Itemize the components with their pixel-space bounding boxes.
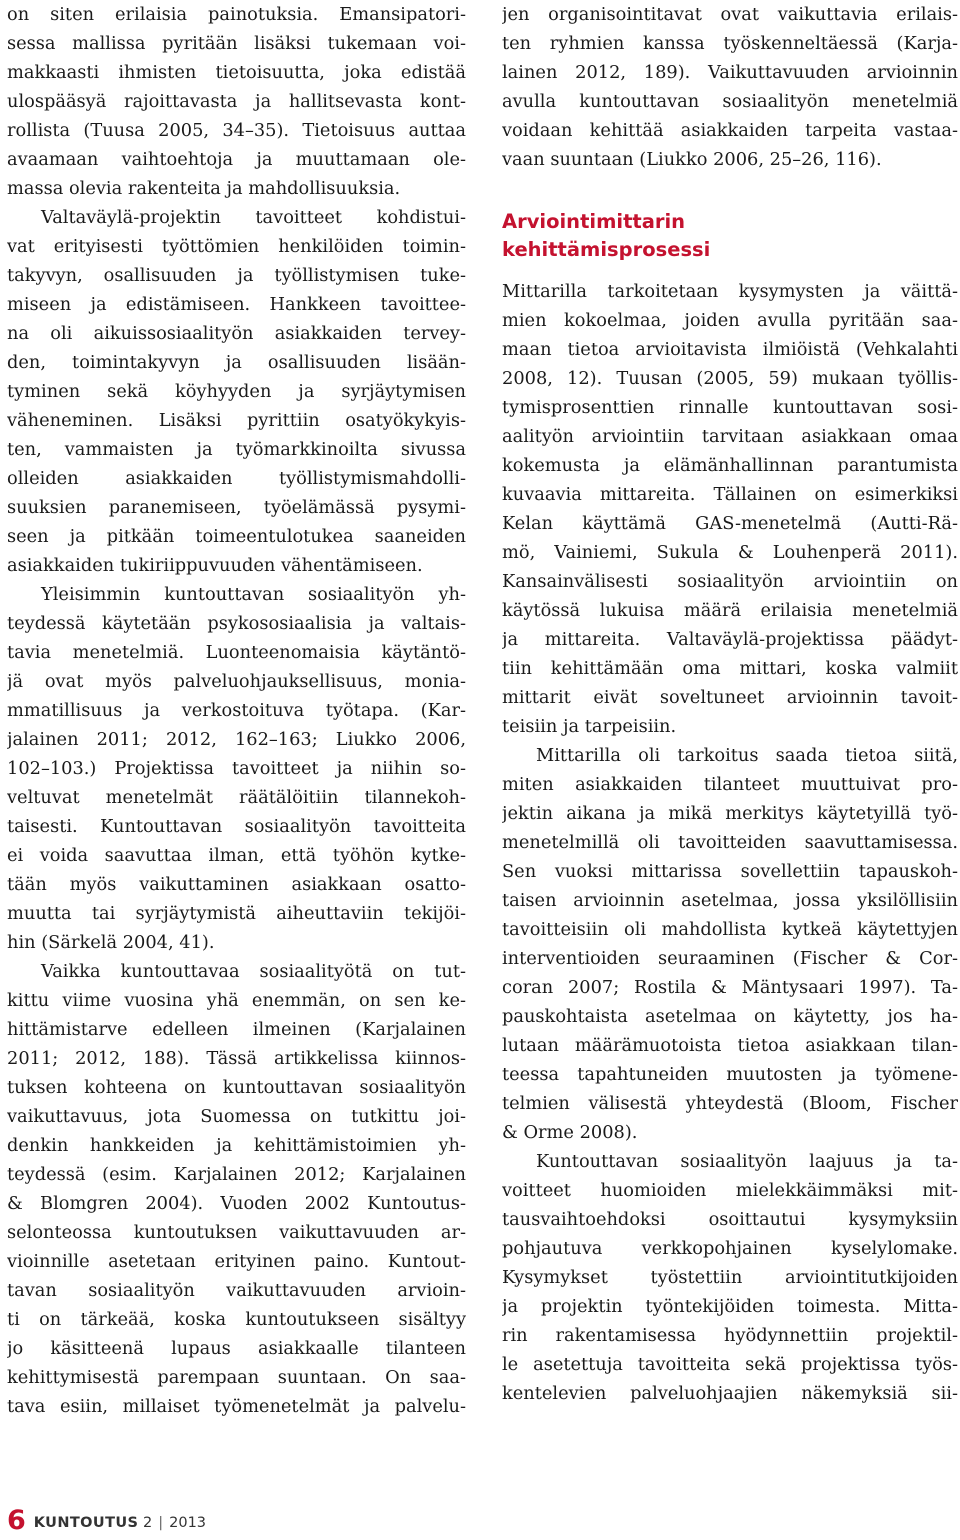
text-line: vaikuttavuus, jota Suomessa on tutkittu joi- (7, 1106, 466, 1127)
text-line: voidaan kehittää asiakkaiden tarpeita vastaa- (502, 120, 958, 141)
text-line: seen ja pitkään toimeentulotukea saaneiden (7, 526, 466, 547)
text-line: jen organisointitavat ovat vaikuttavia erilais- (502, 4, 958, 25)
text-line: den, toimintakyvyn ja osallisuuden lisään- (7, 352, 466, 373)
text-line: aalityön arviointiin tarvitaan asiakkaan omaa (502, 426, 958, 447)
section-heading-line-2: kehittämisprosessi (502, 238, 711, 261)
text-line: Kansainvälisesti sosiaalityön arviointiin on (502, 571, 958, 592)
text-line: on siten erilaisia painotuksia. Emansipatori- (7, 4, 466, 25)
right-paragraphs (502, 277, 958, 1408)
text-line: 102–103.) Projektissa tavoitteet ja niihin so- (7, 758, 466, 779)
text-line: 2011; 2012, 188). Tässä artikkelissa kiinnos- (7, 1048, 466, 1069)
text-line: denkin hankkeiden ja kehittämistoimien yh- (7, 1135, 466, 1156)
text-line: olleiden asiakkaiden työllistymismahdolli- (7, 468, 466, 489)
text-line: ja projektin työntekijöiden toimesta. Mitta- (502, 1296, 958, 1317)
text-line: vioinnille asetetaan erityinen paino. Kuntout- (7, 1251, 466, 1272)
text-line: ten, vammaisten ja työmarkkinoilta sivussa (7, 439, 466, 460)
section-heading (502, 208, 958, 264)
text-line: menetelmillä oli tavoitteiden saavuttamisessa. (502, 832, 958, 853)
text-line: jalainen 2011; 2012, 162–163; Liukko 2006, (7, 729, 466, 750)
text-line: massa olevia rakenteita ja mahdollisuuksia. (7, 178, 401, 199)
text-line: miseen ja edistämiseen. Hankkeen tavoittee- (7, 294, 466, 315)
text-line: Vaikka kuntouttavaa sosiaalityötä on tut- (41, 961, 466, 982)
text-line: avulla kuntouttavan sosiaalityön menetelmiä (502, 91, 958, 112)
text-line: kentelevien palveluohjaajien näkemyksiä sii- (502, 1383, 958, 1404)
text-line: tuksen kohteena on kuntouttavan sosiaalityön (7, 1077, 466, 1098)
text-line: voitteet huomioiden mielekkäimmäksi mit- (502, 1180, 958, 1201)
left-column (7, 0, 466, 1421)
text-line: tiin kehittämään oma mittari, koska valmiit (502, 658, 958, 679)
text-line: sessa mallissa pyritään lisäksi tukemaan voi- (7, 33, 466, 54)
text-line: tausvaihtoehdoksi osoittautui kysymyksiin (502, 1209, 958, 1230)
text-line: mmatillisuus ja verkostoituva työtapa. (Kar- (7, 700, 466, 721)
text-line: kuvaavia mittareita. Tällainen on esimerkiksi (502, 484, 958, 505)
page-footer (7, 1502, 206, 1536)
text-line: taisen arvioinnin asetelmaa, jossa yksilöllisiin (502, 890, 958, 911)
text-line: Kelan käyttämä GAS-menetelmä (Autti-Rä- (502, 513, 958, 534)
text-line: pohjautuva verkkopohjainen kyselylomake. (502, 1238, 958, 1259)
text-line: le asetettuja tavoitteita sekä projektissa työs- (502, 1354, 958, 1375)
text-line: kehittymisestä parempaan suuntaan. On saa- (7, 1367, 466, 1388)
text-line: Yleisimmin kuntouttavan sosiaalityön yh- (41, 584, 466, 605)
text-line: hittämistarve edelleen ilmeinen (Karjalainen (7, 1019, 466, 1040)
section-heading-line-1: Arviointimittarin (502, 210, 686, 233)
text-line: Mittarilla oli tarkoitus saada tietoa siitä, (536, 745, 958, 766)
text-line: ei voida saavuttaa ilman, että työhön kytke- (7, 845, 466, 866)
text-line: takyvyn, osallisuuden ja työllistymisen tuke- (7, 265, 466, 286)
text-line: Valtaväylä-projektin tavoitteet kohdistui- (41, 207, 466, 228)
text-line: ti on tärkeää, koska kuntoutukseen sisältyy (7, 1309, 466, 1330)
text-line: tyminen sekä köyhyyden ja syrjäytymisen (7, 381, 466, 402)
text-line: väheneminen. Lisäksi pyrittiin osatyökykyis- (7, 410, 466, 431)
text-line: rin rakentamisessa hyödynnettiin projektil- (502, 1325, 958, 1346)
magazine-info (34, 1513, 206, 1536)
text-line: muutta tai syrjäytymistä aiheuttaviin tekijöi- (7, 903, 466, 924)
right-column (502, 0, 958, 1408)
text-line: jo käsitteenä lupaus asiakkaalle tilanteen (7, 1338, 466, 1359)
text-line: selonteossa kuntoutuksen vaikuttavuuden ar- (7, 1222, 466, 1243)
text-line: telmien välisestä yhteydestä (Bloom, Fischer (502, 1093, 958, 1114)
text-line: mittarit eivät soveltuneet arvioinnin tavoit- (502, 687, 958, 708)
text-line: ten ryhmien kanssa työskenneltäessä (Karja- (502, 33, 958, 54)
text-line: pauskohtaista asetelmaa on käytetty, jos ha- (502, 1006, 958, 1027)
text-line: taisesti. Kuntouttavan sosiaalityön tavoitteita (7, 816, 466, 837)
text-line: Kysymykset työstettiin arviointitutkijoiden (502, 1267, 958, 1288)
text-line: maan tietoa arvioitavista ilmiöistä (Vehkalahti (502, 339, 958, 360)
right-intro-paragraph (502, 0, 958, 174)
text-line: teydessä käytetään psykososiaalisia ja valtais- (7, 613, 466, 634)
text-line: tavoitteisiin oli mahdollista kytkeä käytettyjen (502, 919, 958, 940)
text-line: 2008, 12). Tuusan (2005, 59) mukaan työllis- (502, 368, 958, 389)
text-line: kittu viime vuosina yhä enemmän, on sen ke- (7, 990, 466, 1011)
text-line: tään myös vaikuttaminen asiakkaan osatto- (7, 874, 466, 895)
magazine-name: KUNTOUTUS (33, 1515, 139, 1531)
issue-number: 2 (143, 1515, 153, 1531)
text-line: hin (Särkelä 2004, 41). (7, 932, 215, 953)
text-line: käytössä lukuisa määrä erilaisia menetelmiä (502, 600, 958, 621)
text-line: vat erityisesti työttömien henkilöiden toimin- (7, 236, 466, 257)
issue-year: 2013 (169, 1515, 207, 1531)
text-line: suuksien paranemiseen, työelämässä pysymi- (7, 497, 466, 518)
text-line: coran 2007; Rostila & Mäntysaari 1997). Ta- (502, 977, 958, 998)
text-line: Sen vuoksi mittarissa sovellettiin tapauskoh- (502, 861, 958, 882)
text-line: rollista (Tuusa 2005, 34–35). Tietoisuus auttaa (7, 120, 466, 141)
text-line: kokemusta ja elämänhallinnan parantumista (502, 455, 958, 476)
text-line: & Blomgren 2004). Vuoden 2002 Kuntoutus- (7, 1193, 466, 1214)
text-line: tavan sosiaalityön vaikuttavuuden arvioin- (7, 1280, 466, 1301)
text-line: teisiin ja tarpeisiin. (502, 716, 677, 737)
text-line: tavia menetelmiä. Luonteenomaisia käytäntö- (7, 642, 466, 663)
left-paragraphs (7, 0, 466, 1421)
text-line: jä ovat myös palveluohjauksellisuus, monia- (7, 671, 466, 692)
text-line: interventioiden seuraaminen (Fischer & Cor- (502, 948, 958, 969)
text-line: vaan suuntaan (Liukko 2006, 25–26, 116). (502, 149, 882, 170)
text-line: na oli aikuissosiaalityön asiakkaiden tervey- (7, 323, 466, 344)
text-line: ja mittareita. Valtaväylä-projektissa päädyt- (502, 629, 958, 650)
text-line: mö, Vainiemi, Sukula & Louhenperä 2011). (502, 542, 958, 563)
text-line: teessa tapahtuneiden muutosten ja työmene- (502, 1064, 958, 1085)
text-line: makkaasti ihmisten tietoisuutta, joka edistää (7, 62, 466, 83)
text-line: tava esiin, millaiset työmenetelmät ja palvelu- (7, 1396, 466, 1417)
text-line: Kuntouttavan sosiaalityön laajuus ja ta- (536, 1151, 958, 1172)
text-line: jektin aikana ja mikä merkitys käytetyillä työ- (502, 803, 958, 824)
text-line: veltuvat menetelmät räätälöitiin tilannekoh- (7, 787, 466, 808)
text-line: lainen 2012, 189). Vaikuttavuuden arvioinnin (502, 62, 958, 83)
text-line: ulospääsyä rajoittavasta ja hallitsevasta kont- (7, 91, 466, 112)
text-line: Mittarilla tarkoitetaan kysymysten ja väittä- (502, 281, 958, 302)
text-line: miten asiakkaiden tilanteet muuttuivat pro- (502, 774, 958, 795)
text-line: mien kokoelmaa, joiden avulla pyritään saa- (502, 310, 958, 331)
text-line: asiakkaiden tukiriippuvuuden vähentämiseen. (7, 555, 423, 576)
text-line: teydessä (esim. Karjalainen 2012; Karjalainen (7, 1164, 466, 1185)
issue-separator: | (158, 1515, 164, 1531)
text-line: tymisprosenttien rinnalle kuntouttavan sosi- (502, 397, 958, 418)
text-line: & Orme 2008). (502, 1122, 638, 1143)
page-number: 6 (7, 1505, 26, 1536)
text-line: avaamaan vaihtoehtoja ja muuttamaan ole- (7, 149, 466, 170)
text-line: lutaan määrämuotoista tietoa asiakkaan tilan- (502, 1035, 958, 1056)
